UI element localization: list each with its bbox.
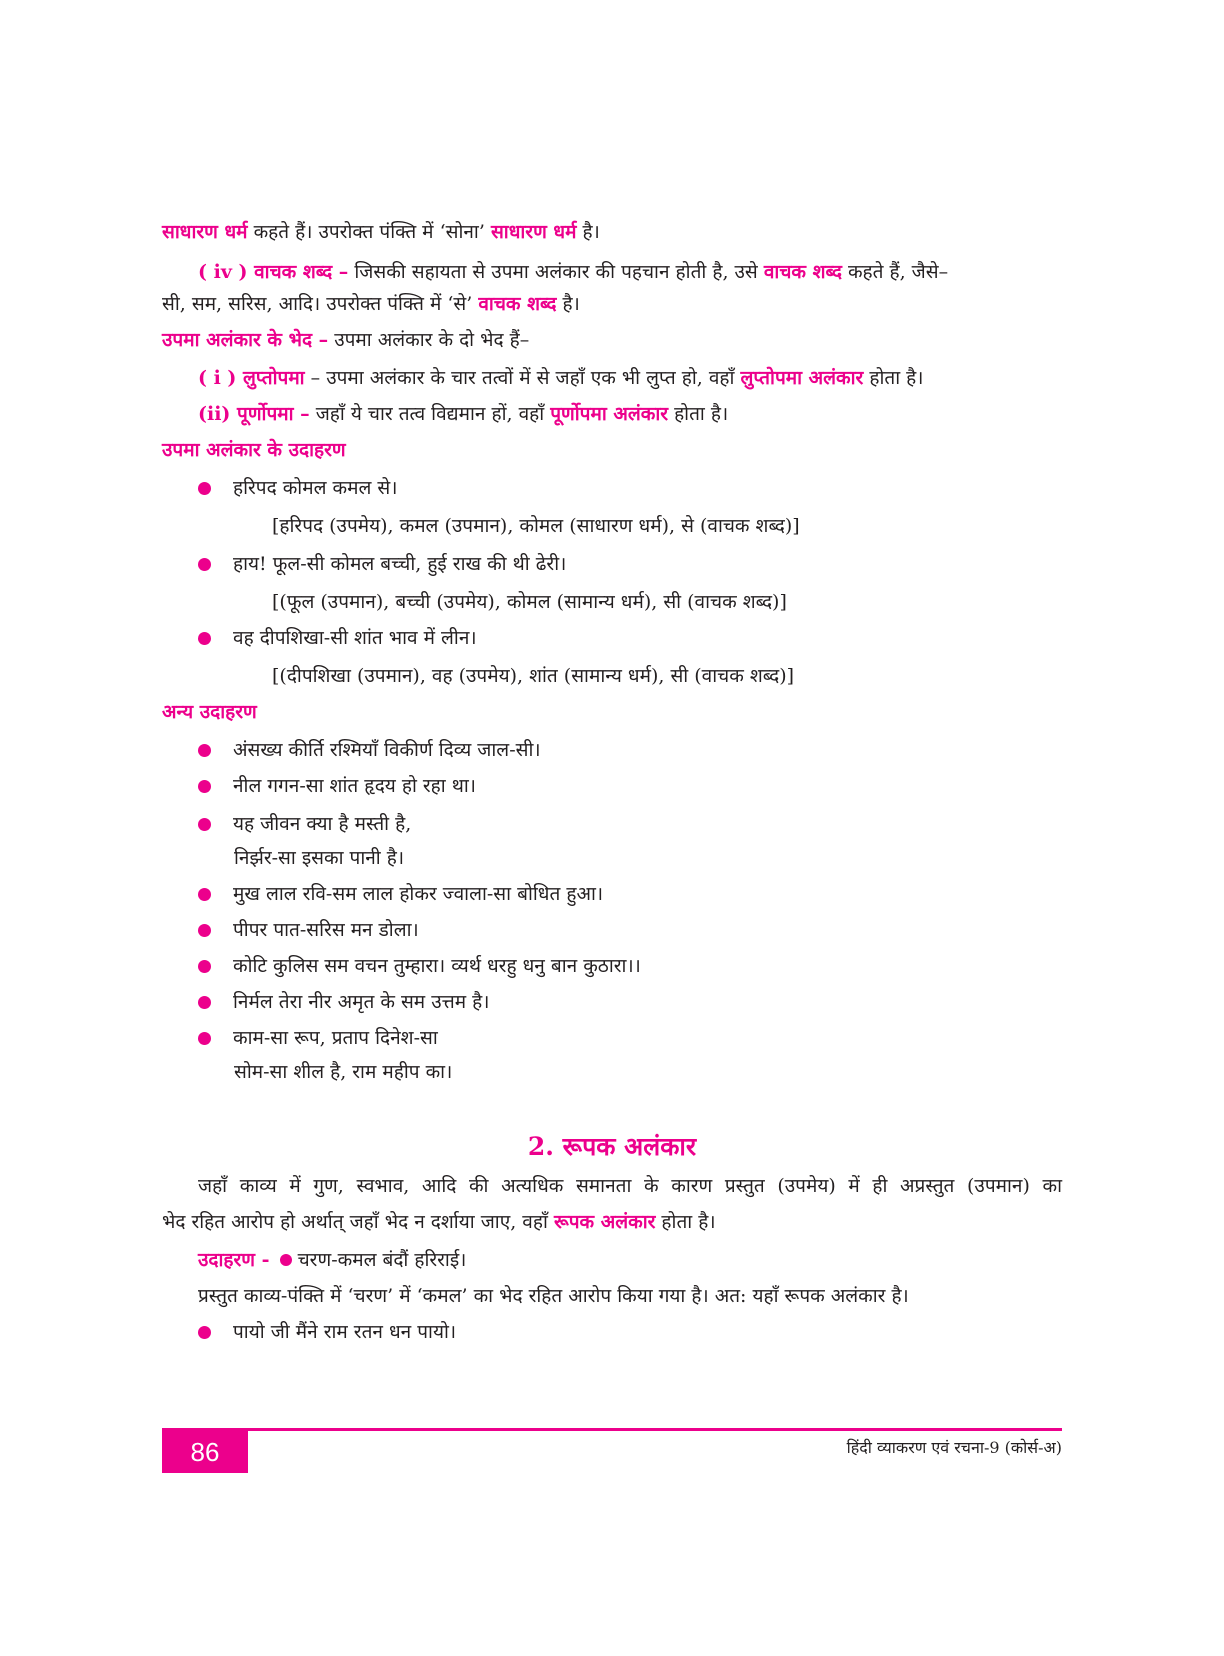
line-upama-bhed: उपमा अलंकार के भेद – उपमा अलंकार के दो भेद हैं– (162, 329, 530, 351)
bullet-icon (198, 482, 211, 495)
term: साधारण धर्म (490, 221, 577, 243)
list-item: नील गगन-सा शांत हृदय हो रहा था। (198, 772, 476, 800)
list-item: हाय! फूल-सी कोमल बच्ची, हुई राख की थी ढेरी। (198, 550, 566, 578)
term: रूपक अलंकार (553, 1211, 656, 1233)
bullet-icon (198, 924, 211, 937)
example-label: उदाहरण - (198, 1249, 270, 1271)
term: (ii) पूर्णोपमा – (198, 403, 310, 425)
list-item: हरिपद कोमल कमल से। (198, 474, 397, 502)
list-item: पीपर पात-सरिस मन डोला। (198, 916, 419, 944)
example-analysis: [हरिपद (उपमेय), कमल (उपमान), कोमल (साधारण धर्म), से (वाचक शब्द)] (272, 515, 800, 537)
page-content (162, 0, 1062, 1656)
section-heading: उपमा अलंकार के भेद – (162, 329, 329, 351)
line-luptopama: ( i ) लुप्तोपमा – उपमा अलंकार के चार तत्वों में से जहाँ एक भी लुप्त हो, वहाँ लुप्तोपमा अलंकार होता है। (198, 367, 924, 389)
term: वाचक शब्द (478, 293, 557, 315)
list-item: अंसख्य कीर्ति रश्मियाँ विकीर्ण दिव्य जाल-सी। (198, 736, 541, 764)
example-analysis: [(फूल (उपमान), बच्ची (उपमेय), कोमल (सामान्य धर्म), सी (वाचक शब्द)] (272, 591, 787, 613)
term: पूर्णोपमा अलंकार (550, 403, 669, 425)
term: ( iv ) वाचक शब्द – (198, 261, 349, 283)
term: वाचक शब्द (763, 261, 842, 283)
bullet-icon (198, 744, 211, 757)
list-item-continuation: सोम-सा शील है, राम महीप का। (234, 1061, 453, 1083)
line-sadharan-dharm: साधारण धर्म कहते हैं। उपरोक्त पंक्ति में ‘सोना’ साधारण धर्म है। (162, 221, 600, 243)
term: लुप्तोपमा अलंकार (740, 367, 864, 389)
bullet-icon (198, 558, 211, 571)
list-item: मुख लाल रवि-सम लाल होकर ज्वाला-सा बोधित हुआ। (198, 880, 603, 908)
other-examples-heading: अन्य उदाहरण (162, 701, 257, 723)
bullet-icon (198, 1032, 211, 1045)
rupak-section-title: 2. रूपक अलंकार (527, 1132, 697, 1161)
rupak-definition-line1: जहाँ काव्य में गुण, स्वभाव, आदि की अत्यधिक समानता के कारण प्रस्तुत (उपमेय) में ही अप्रस्तुत (उपमान) का (198, 1175, 1062, 1197)
list-item: काम-सा रूप, प्रताप दिनेश-सा (198, 1024, 438, 1052)
rupak-example: उदाहरण - चरण-कमल बंदौं हरिराई। (198, 1249, 467, 1271)
bullet-icon (198, 888, 211, 901)
footer-divider (162, 1428, 1062, 1431)
list-item: कोटि कुलिस सम वचन तुम्हारा। व्यर्थ धरहु धनु बान कुठारा।। (198, 952, 641, 980)
line-vachak-shabd: ( iv ) वाचक शब्द – जिसकी सहायता से उपमा अलंकार की पहचान होती है, उसे वाचक शब्द कहते हैं, जैसे– (198, 261, 949, 283)
example-analysis: [(दीपशिखा (उपमान), वह (उपमेय), शांत (सामान्य धर्म), सी (वाचक शब्द)] (272, 665, 795, 687)
bullet-icon (198, 996, 211, 1009)
bullet-icon (198, 960, 211, 973)
bullet-icon (198, 780, 211, 793)
term: साधारण धर्म (162, 221, 248, 243)
rupak-explanation: प्रस्तुत काव्य-पंक्ति में ‘चरण’ में ‘कमल’ का भेद रहित आरोप किया गया है। अत: यहाँ रूपक अलंकार है। (198, 1285, 909, 1307)
line-purnopama: (ii) पूर्णोपमा – जहाँ ये चार तत्व विद्यमान हों, वहाँ पूर्णोपमा अलंकार होता है। (198, 403, 729, 425)
term: ( i ) लुप्तोपमा (198, 367, 305, 389)
list-item: वह दीपशिखा-सी शांत भाव में लीन। (198, 624, 477, 652)
list-item: पायो जी मैंने राम रतन धन पायो। (198, 1318, 456, 1346)
bullet-icon (198, 632, 211, 645)
bullet-icon (198, 818, 211, 831)
list-item: निर्मल तेरा नीर अमृत के सम उत्तम है। (198, 988, 489, 1016)
bullet-icon (198, 1326, 211, 1339)
rupak-definition-line2: भेद रहित आरोप हो अर्थात् जहाँ भेद न दर्शाया जाए, वहाँ रूपक अलंकार होता है। (162, 1211, 716, 1233)
list-item-continuation: निर्झर-सा इसका पानी है। (234, 847, 405, 869)
book-title: हिंदी व्याकरण एवं रचना-9 (कोर्स-अ) (846, 1438, 1062, 1457)
page-number: 86 (162, 1431, 248, 1473)
line-vachak-cont: सी, सम, सरिस, आदि। उपरोक्त पंक्ति में ‘से’ वाचक शब्द है। (162, 293, 580, 315)
bullet-icon (280, 1254, 292, 1266)
upama-examples-heading: उपमा अलंकार के उदाहरण (162, 439, 346, 461)
list-item: यह जीवन क्या है मस्ती है, (198, 810, 411, 838)
